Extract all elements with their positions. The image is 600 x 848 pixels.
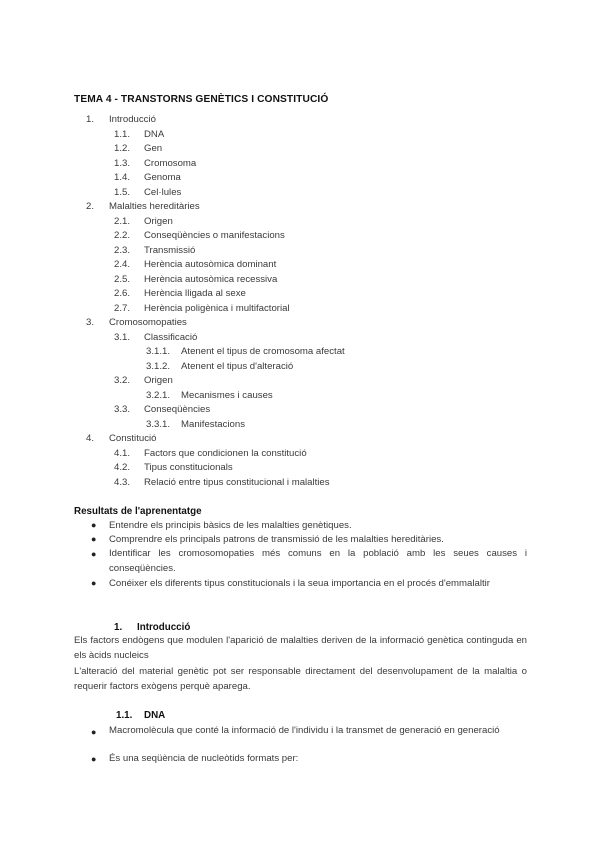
toc-number: 1.3. (114, 157, 131, 169)
paragraph: L'alteració del material genètic pot ser responsable directament del desenvolupament de la malaltia o requerir factors exògens perquè aparega. (74, 666, 527, 692)
toc-number: 3.1. (114, 331, 131, 343)
toc-item-label: Relació entre tipus constitucional i malalties (144, 476, 330, 488)
bullet-icon: ● (91, 727, 97, 737)
toc-item-label: Classificació (144, 331, 198, 343)
bullet-icon: ● (91, 520, 97, 530)
toc-item-label: Transmissió (144, 244, 196, 256)
toc-item-label: Herència autosòmica recessiva (144, 273, 278, 285)
toc-item-label: Mecanismes i causes (181, 389, 273, 401)
toc-item-label: Cel·lules (144, 186, 182, 198)
toc-number: 3.1.1. (146, 346, 171, 357)
toc-number: 4. (86, 433, 95, 444)
outcomes-heading: Resultats de l'aprenentatge (74, 506, 202, 517)
document-title: TEMA 4 - TRANSTORNS GENÈTICS I CONSTITUCIÓ (74, 94, 329, 105)
toc-item-label: DNA (144, 128, 165, 140)
toc-item-label: Herència lligada al sexe (144, 288, 246, 299)
toc-item-label: Factors que condicionen la constitució (144, 447, 307, 459)
outcome-item: Comprendre els principals patrons de transmissió de les malalties hereditàries. (109, 534, 444, 545)
toc-item-label: Manifestacions (181, 418, 245, 430)
toc-item-label: Herència autosòmica dominant (144, 259, 277, 270)
toc-number: 1. (86, 114, 95, 125)
toc-number: 4.2. (114, 462, 131, 473)
toc-item-label: Introducció (109, 114, 156, 125)
toc-number: 1.5. (114, 186, 131, 198)
toc-number: 1.2. (114, 143, 131, 154)
toc-number: 4.3. (114, 476, 131, 488)
toc-item-label: Atenent el tipus de cromosoma afectat (181, 346, 345, 357)
toc-number: 2.6. (114, 288, 131, 299)
toc-item-label: Cromosomopaties (109, 317, 187, 328)
outcome-item: Conéixer els diferents tipus constitucionals i la seua importancia en el procés d'emmalaltir (109, 578, 490, 589)
subsection-heading: DNA (144, 710, 166, 721)
section-heading: Introducció (137, 622, 191, 633)
toc-item-label: Cromosoma (144, 157, 197, 169)
toc-item-label: Conseqüències (144, 404, 211, 415)
outcome-item: Entendre els principis bàsics de les malalties genètiques. (109, 520, 352, 531)
bullet-icon: ● (91, 549, 97, 559)
toc-number: 3. (86, 317, 95, 328)
toc-item-label: Conseqüències o manifestacions (144, 230, 285, 241)
toc-number: 2. (86, 201, 95, 212)
bullet-icon: ● (91, 754, 97, 764)
toc-item-label: Herència poligènica i multifactorial (144, 302, 290, 314)
dna-item: Macromolècula que conté la informació de l'individu i la transmet de generació en generació (109, 725, 500, 736)
outcome-item: Identificar les cromosomopaties més comuns en la població amb les seues causes i conseqüències. (109, 548, 527, 574)
toc-number: 3.2.1. (146, 389, 171, 401)
toc-number: 2.7. (114, 302, 131, 314)
toc-item-label: Tipus constitucionals (144, 462, 233, 473)
toc-number: 2.5. (114, 273, 131, 285)
toc-number: 3.3. (114, 404, 131, 415)
toc-number: 2.2. (114, 230, 131, 241)
dna-item: És una seqüència de nucleòtids formats per: (109, 753, 299, 764)
toc-number: 2.4. (114, 259, 131, 270)
toc-item-label: Malalties hereditàries (109, 201, 200, 212)
paragraph: Els factors endògens que modulen l'aparició de malalties deriven de la informació genètica continguda en els àcids nucleics (74, 635, 527, 661)
toc-number: 2.1. (114, 215, 131, 227)
toc-item-label: Origen (144, 215, 173, 227)
toc-item-label: Origen (144, 375, 173, 386)
toc-number: 2.3. (114, 244, 131, 256)
subsection-number: 1.1. (116, 710, 133, 721)
toc-item-label: Atenent el tipus d'alteració (181, 360, 294, 372)
toc-item-label: Genoma (144, 172, 181, 183)
toc-number: 4.1. (114, 447, 131, 459)
toc-item-label: Gen (144, 143, 163, 154)
bullet-icon: ● (91, 578, 97, 588)
toc-number: 3.2. (114, 375, 131, 386)
toc-number: 3.1.2. (146, 360, 171, 372)
toc-number: 1.1. (114, 128, 131, 140)
toc-item-label: Constitució (109, 433, 157, 444)
section-number: 1. (114, 622, 123, 633)
toc-number: 3.3.1. (146, 418, 171, 430)
bullet-icon: ● (91, 534, 97, 544)
toc-number: 1.4. (114, 172, 131, 183)
